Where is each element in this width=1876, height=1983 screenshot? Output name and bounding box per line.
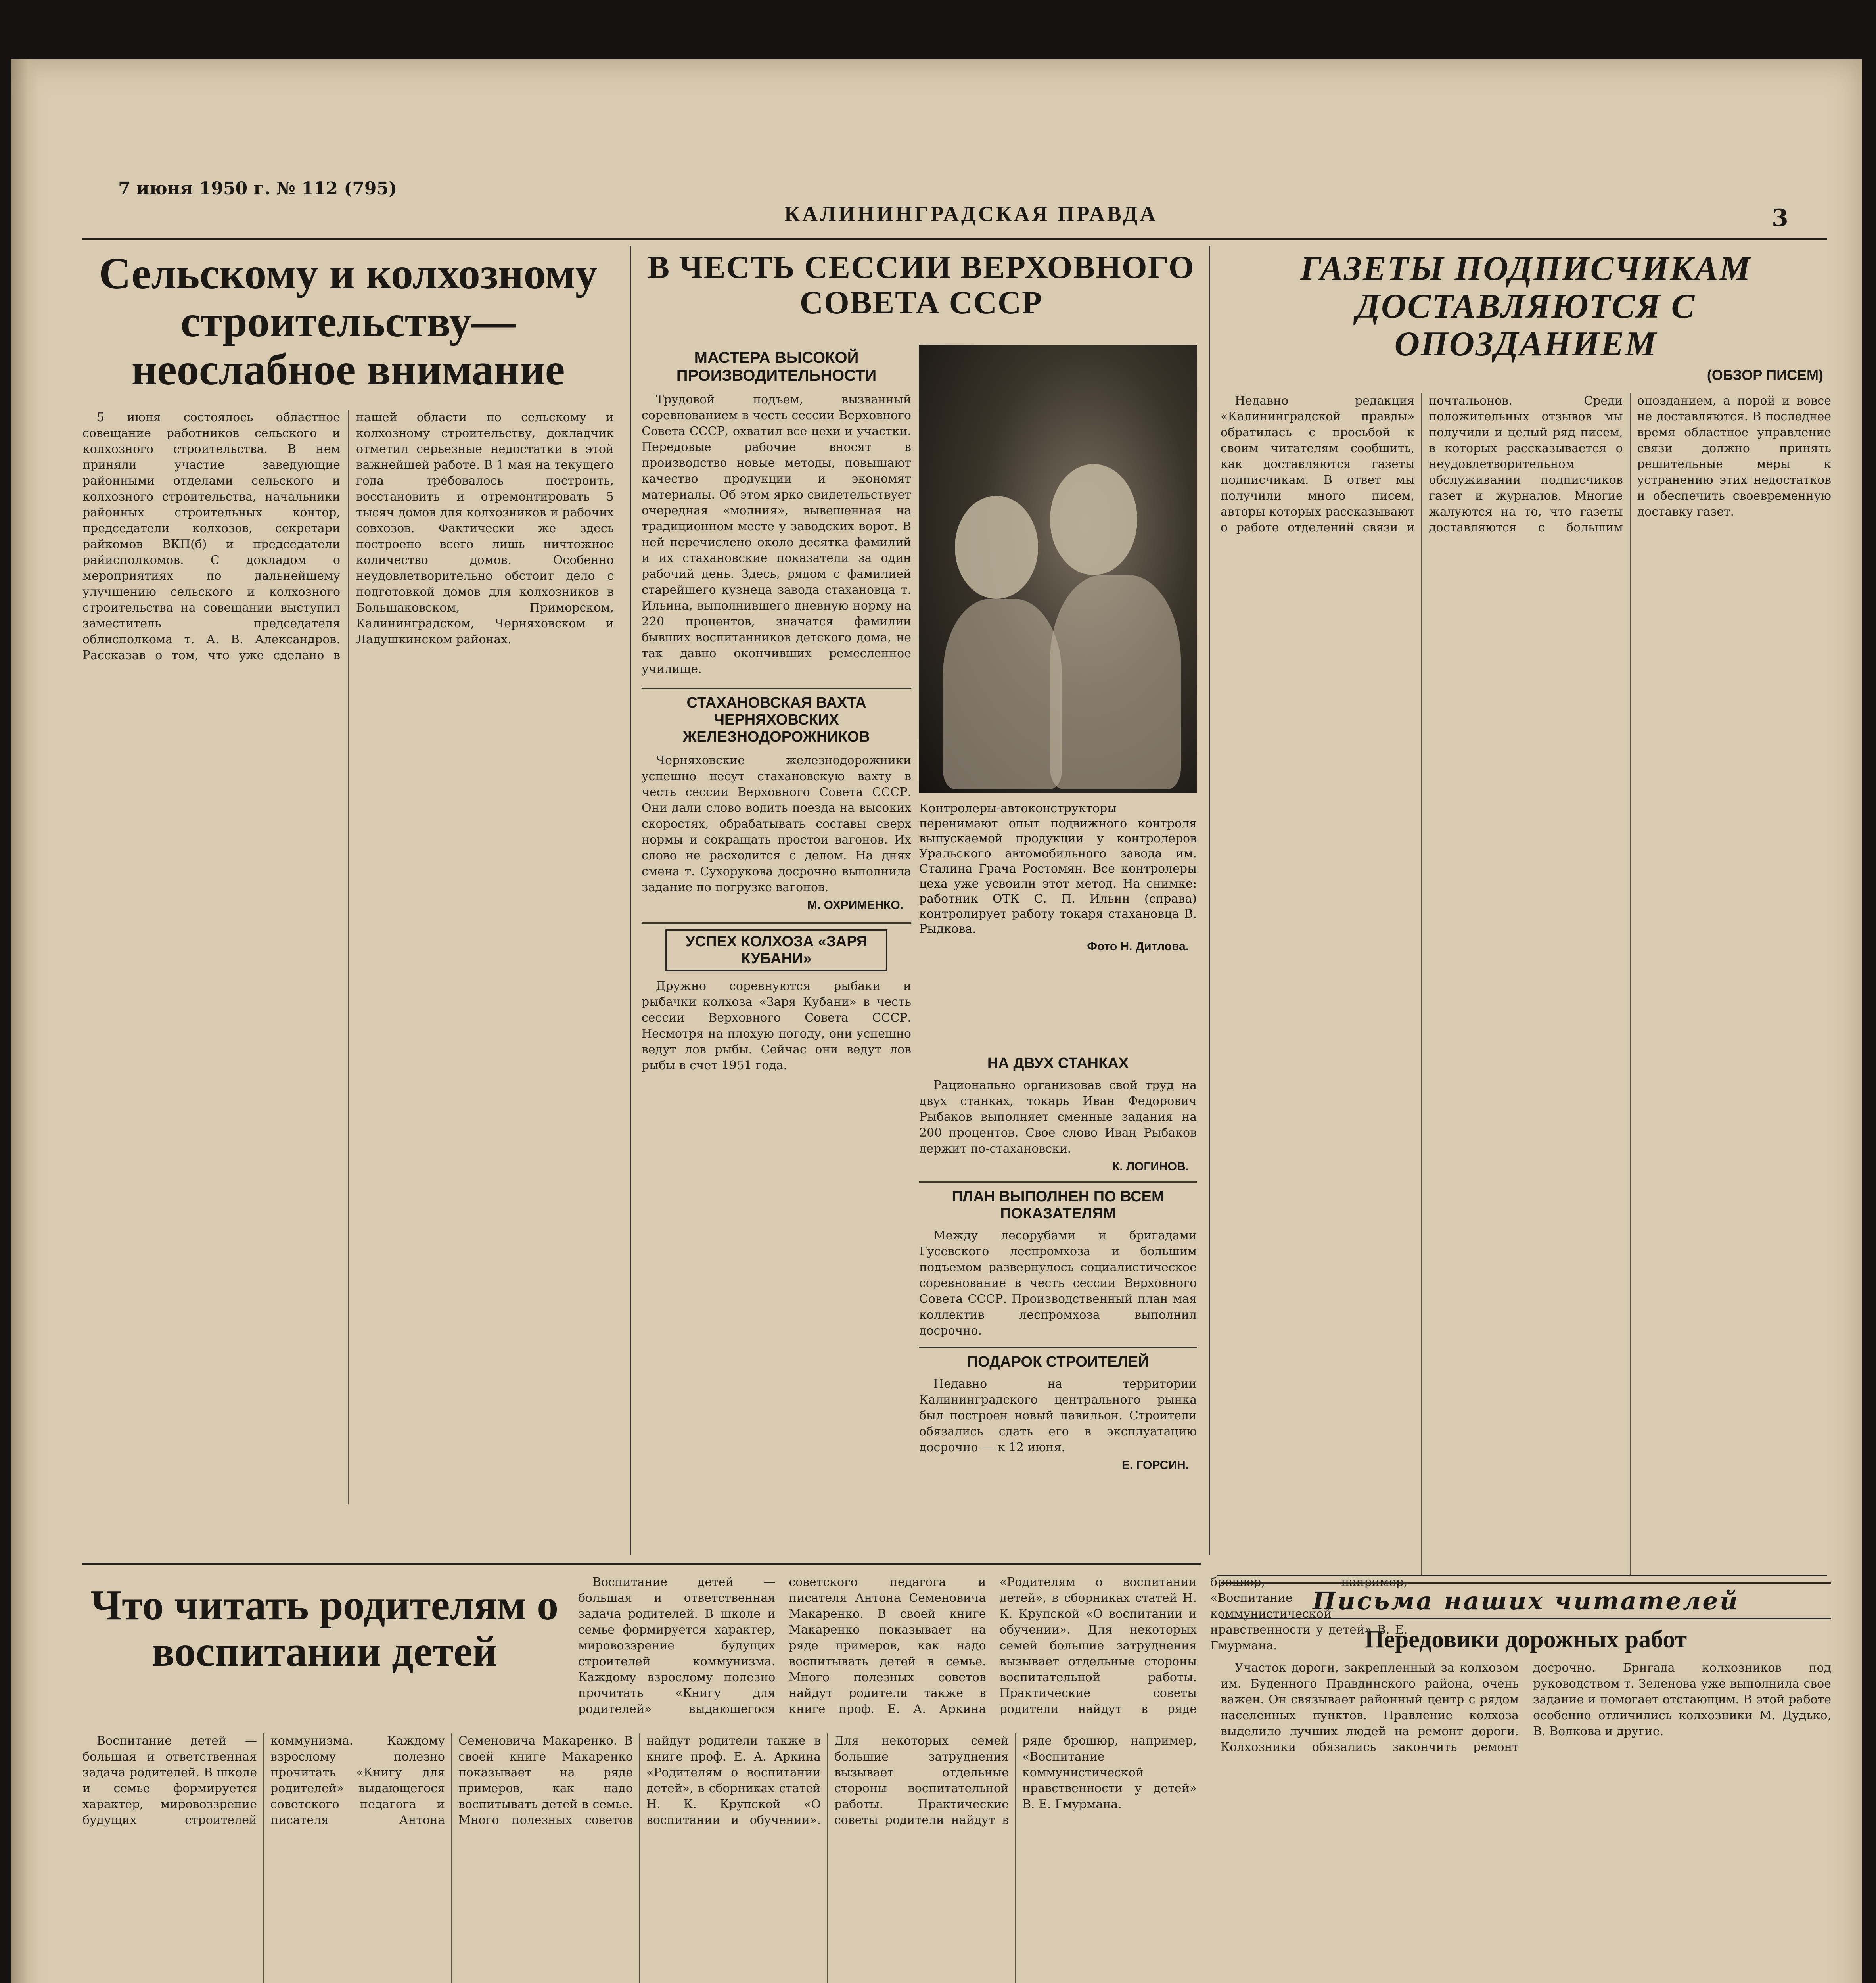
photo-figure <box>1050 575 1181 789</box>
builders-gift-body: Недавно на территории Калининградского центрального рынка был построен новый павильон. Строители обязались сдать его в эксплуатацию досрочно — к 12 июня. <box>919 1377 1197 1454</box>
roads-title: Передовики дорожных работ <box>1364 1626 1687 1653</box>
masters-title: МАСТЕРА ВЫСОКОЙ ПРОИЗВОДИТЕЛЬНОСТИ <box>676 349 877 384</box>
railway-watch-signature: М. ОХРИМЕНКО. <box>807 899 903 912</box>
photo-controllers <box>919 345 1197 793</box>
article-newspapers-text: Недавно редакция «Калининградской правды» обратилась с просьбой к своим читателям сообщить, как доставляются газеты подписчикам. В ответ мы получили много писем, авторы которых рассказывают о работе отделений связи и почтальонов. Среди положительных отзывов мы получили и целый ряд писем, в которых рассказывается о неудовлетворительном обслуживании подписчиков газет и журналов. Многие жалуются на то, что газеты доставляются с большим опозданием, а порой и вовсе не доставляются. В последнее время областное управление связи должно принять решительные меры к устранению этих недостатков и обеспечить своевременную доставку газет. <box>1221 394 1831 535</box>
article-newspapers-subtitle: (ОБЗОР ПИСЕМ) <box>1707 367 1823 384</box>
readers-letters <box>1221 1582 1831 1983</box>
newspaper-page <box>11 59 1862 1983</box>
roads-body: Участок дороги, закрепленный за колхозом им. Буденного Правдинского района, очень важен. Он связывает районный центр с рядом населенных пунктов. Правление колхоза выделило лучших людей на ремонт дороги. Колхозники обязались закончить ремонт досрочно. Бригада колхозников под руководством т. Зеленова уже выполнила свое задание и помогает отстающим. В этой работе особенно отличились колхозники М. Дудько, В. Волкова и другие. <box>1221 1661 1831 1754</box>
masters-body: Трудовой подъем, вызванный соревнованием в честь сессии Верховного Совета СССР, охватил все цехи и участки. Передовые рабочие вносят в производство новые методы, повышают качество продукции и экономят материалы. Об этом ярко свидетельствует очередная «молния», вывешенная на традиционном месте у заводских ворот. В ней перечислено около десятка фамилий и их стахановские показатели за один рабочий день. Здесь, рядом с фамилией старейшего кузнеца завода стахановца т. Ильина, выполнившего дневную норму на 220 процентов, значатся фамилии бывших воспитанников детского дома, не так давно окончивших ремесленное училище. <box>642 393 911 676</box>
article-parents <box>82 1575 1408 1983</box>
issue-date: 7 июня 1950 г. № 112 (795) <box>118 178 397 199</box>
railway-watch-title: СТАХАНОВСКАЯ ВАХТА ЧЕРНЯХОВСКИХ ЖЕЛЕЗНОДОРОЖНИКОВ <box>683 694 870 745</box>
session-right-column <box>919 1055 1197 1551</box>
session-left-column <box>642 345 911 1551</box>
article-session-title: В ЧЕСТЬ СЕССИИ ВЕРХОВНОГО СОВЕТА СССР <box>648 249 1195 320</box>
plan-fulfilled-body: Между лесорубами и бригадами Гусевского леспромхоза и большим подъемом развернулось социалистическое соревнование в честь сессии Верховного Совета СССР. Производственный план мая коллектив леспромхоза выполнил досрочно. <box>919 1229 1197 1338</box>
plan-fulfilled-title: ПЛАН ВЫПОЛНЕН ПО ВСЕМ ПОКАЗАТЕЛЯМ <box>952 1188 1164 1222</box>
article-construction-text: 5 июня состоялось областное совещание работников сельского и колхозного строительства. В нем приняли участие заведующие районными отделами сельского и колхозного строительства, начальники районных строительных контор, председатели колхозов, секретари райкомов ВКП(б) и председатели райисполкомов. С докладом о мероприятиях по дальнейшему улучшению сельского и колхозного строительства на совещании выступил заместитель председателя облисполкома т. А. В. Александров. Рассказав о том, что уже сделано в нашей области по сельскому и колхозному строительству, докладчик отметил серьезные недостатки в этой важнейшей работе. В 1 мая на текущего года требовалось построить, восстановить и отремонтировать 5 тысяч домов для колхозников и рабочих совхозов. Фактически же здесь построено всего лишь ничтожное количество домов. Особенно неудовлетворительно обстоит дело с подготовкой домов для колхозников в Большаковском, Приморском, Калининградском, Черняховском и Ладушкинском районах. <box>82 410 614 662</box>
photo-figure <box>943 599 1062 789</box>
divider <box>919 1181 1197 1183</box>
kolkhoz-success-title: УСПЕХ КОЛХОЗА «ЗАРЯ КУБАНИ» <box>665 929 887 971</box>
article-newspapers-title: ГАЗЕТЫ ПОДПИСЧИКАМ ДОСТАВЛЯЮТСЯ С ОПОЗДАНИЕМ <box>1300 249 1751 364</box>
article-parents-top-body: Воспитание детей — большая и ответственная задача родителей. В школе и семье формируется характер, мировоззрение будущих строителей коммунизма. Каждому взрослому полезно прочитать «Книгу для родителей» выдающегося советского педагога и писателя Антона Семеновича Макаренко. В своей книге Макаренко показывает на ряде примеров, как надо воспитывать детей в семье. Много полезных советов найдут родители также в книге проф. Е. А. Аркина «Родителям о воспитании детей», в сборниках статей Н. К. Крупской «О воспитании и обучении». Для некоторых семей большие затруднения вызывает отдельные стороны воспитательной работы. Практические советы родители найдут в ряде брошюр, например, «Воспитание коммунистической нравственности у детей» В. Е. Гмурмана. <box>578 1575 1408 1716</box>
divider <box>919 1347 1197 1348</box>
builders-gift-title: ПОДАРОК СТРОИТЕЛЕЙ <box>967 1354 1149 1370</box>
article-construction-body <box>82 410 614 1504</box>
page-binding-edge <box>11 59 39 1983</box>
letters-banner: Письма наших читателей <box>1221 1582 1831 1619</box>
page-number: 3 <box>1772 204 1788 232</box>
article-newspapers <box>1221 250 1831 1567</box>
divider <box>642 922 911 924</box>
divider <box>642 688 911 689</box>
article-construction-title: Сельскому и колхозному строительству— неослабное внимание <box>99 249 598 394</box>
railway-watch-body: Черняховские железнодорожники успешно несут стахановскую вахту в честь сессии Верховного Совета СССР. Они дали слово водить поезда на высоких скоростях, обрабатывать составы сверх нормы и сокращать простои вагонов. Их слово не расходится с делом. На днях смена т. Сухорукова досрочно выполнила задание по погрузке вагонов. <box>642 754 911 894</box>
two-machines-body: Рационально организовав свой труд на двух станках, токарь Иван Федорович Рыбаков выполняет сменные задания на 200 процентов. Свое слово Иван Рыбаков держит по-стахановски. <box>919 1078 1197 1156</box>
photo-caption: Контролеры-автоконструкторы перенимают опыт подвижного контроля выпускаемой продукции у контролеров Уральского автомобильного завода им. Сталина Грача Ростомян. Все контролеры цеха уже усвоили этот метод. На снимке: работник ОТК С. П. Ильин (справа) контролирует работу токаря стахановца В. Рыдкова. <box>919 802 1197 936</box>
section-rule <box>82 1563 1201 1565</box>
photo-caption-block <box>919 801 1197 1047</box>
column-divider <box>1209 246 1210 1555</box>
article-newspapers-body <box>1221 393 1831 1575</box>
photo-figure <box>955 496 1038 599</box>
article-parents-text: Воспитание детей — большая и ответственная задача родителей. В школе и семье формируется характер, мировоззрение будущих строителей коммунизма. Каждому взрослому полезно прочитать «Книгу для родителей» выдающегося советского педагога и писателя Антона Семеновича Макаренко. В своей книге Макаренко показывает на ряде примеров, как надо воспитывать детей в семье. Много полезных советов найдут родители также в книге проф. Е. А. Аркина «Родителям о воспитании детей», в сборниках статей Н. К. Крупской «О воспитании и обучении». Для некоторых семей большие затруднения вызывает отдельные стороны воспитательной работы. Практические советы родители найдут в ряде брошюр, например, «Воспитание коммунистической нравственности у детей» В. Е. Гмурмана. <box>82 1734 1197 1827</box>
two-machines-signature: К. ЛОГИНОВ. <box>1112 1160 1189 1173</box>
builders-gift-signature: Е. ГОРСИН. <box>1121 1459 1189 1472</box>
photo-figure <box>1050 464 1137 575</box>
article-session <box>642 250 1201 1551</box>
kolkhoz-success-body: Дружно соревнуются рыбаки и рыбачки колхоза «Заря Кубани» в честь сессии Верховного Совета СССР. Несмотря на плохую погоду, они успешно ведут лов рыбы. Сейчас они ведут лов рыбы в счет 1951 года. <box>642 979 911 1072</box>
two-machines-title: НА ДВУХ СТАНКАХ <box>987 1055 1129 1072</box>
newspaper-title: КАЛИНИНГРАДСКАЯ ПРАВДА <box>784 202 1158 226</box>
column-divider <box>630 246 631 1555</box>
article-parents-body <box>82 1733 1197 1983</box>
header-rule <box>82 238 1827 240</box>
article-construction <box>82 250 614 1551</box>
photo-credit: Фото Н. Дитлова. <box>1087 940 1189 953</box>
article-parents-title: Что читать родителям о воспитании детей <box>90 1582 559 1675</box>
